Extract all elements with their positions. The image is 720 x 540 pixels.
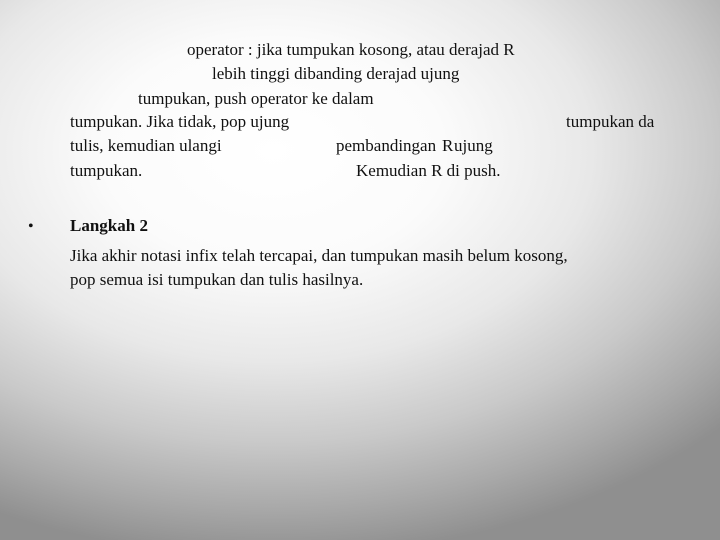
step-heading: Langkah 2 [70,216,148,235]
step-text-line1: Jika akhir notasi infix telah tercapai, dan tumpukan masih belum kosong, [70,246,568,265]
text-line-push-operator: tumpukan, push operator ke dalam [138,89,374,108]
step-text-line2: pop semua isi tumpukan dan tulis hasilnya. [70,270,364,289]
bullet-icon: • [28,218,34,235]
text-line-lebih-tinggi: lebih tinggi dibanding derajad ujung [212,64,460,83]
text-fragment-ujung: ujung [454,136,493,155]
text-line-kemudian-ulangi: tulis, kemudian ulangi [70,136,222,155]
text-fragment-kemudian-r-push: Kemudian R di push. [356,161,501,180]
text-line-jika-tidak: tumpukan. Jika tidak, pop ujung [70,112,290,131]
text-fragment-tumpukan-da: tumpukan da [566,112,655,131]
text-line-operator: operator : jika tumpukan kosong, atau derajad R [187,40,515,59]
text-fragment-pembandingan: pembandingan [336,136,437,155]
text-fragment-r: R [442,136,454,155]
text-line-tumpukan: tumpukan. [70,161,143,180]
